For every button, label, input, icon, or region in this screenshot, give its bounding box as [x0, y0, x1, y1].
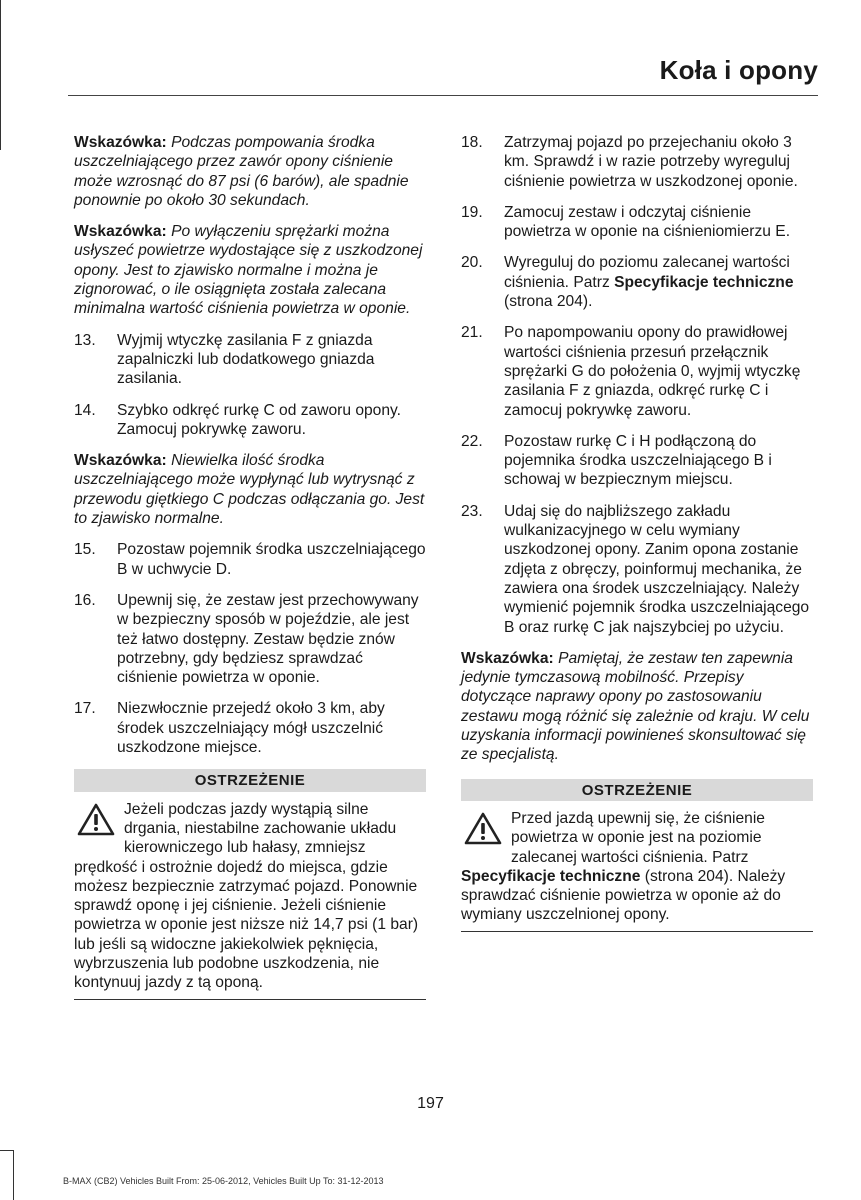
warning-text: Jeżeli podczas jazdy wystąpią silne drgania, niestabilne zachowanie układu kierowniczego lub hałasy, zmniejsz prędkość i ostrożnie dojedź do miejsca, gdzie możesz bezpiecznie zatrzymać pojazd. Ponownie sprawdź oponę i jej ciśnienie. Jeżeli ciśnienie powietrza w oponie jest niższe niż 14,7 psi (1 bar) lub jeśli są widoczne jakiekolwiek pęknięcia, wybrzuszenia lub podobne uszkodzenia, nie kontynuuj jazdy z tą oponą.	[74, 800, 419, 992]
step-14	[74, 401, 426, 440]
footer-vehicle-info: B-MAX (CB2) Vehicles Built From: 25-06-2012, Vehicles Built Up To: 31-12-2013	[63, 1176, 384, 1186]
crop-mark-top-left	[0, 0, 1, 150]
step-text	[504, 253, 813, 311]
warning-bottom-rule	[74, 999, 426, 1000]
left-column	[74, 133, 426, 1000]
step-16	[74, 591, 426, 687]
note-text: Po wyłączeniu sprężarki można usłyszeć powietrze wydostające się z uszkodzonej opony. Jest to zjawisko normalne i można je zignorować, o ile osiągnięta została zalecana minimalna wartość ciśnienia powietrza w oponie.	[74, 223, 423, 318]
step-19	[461, 203, 813, 242]
step-number: 19.	[461, 203, 483, 221]
step-number: 23.	[461, 502, 483, 520]
page-title: Koła i opony	[659, 55, 818, 85]
warning-triangle-icon	[76, 802, 116, 838]
crop-mark-bottom-left	[13, 1150, 14, 1200]
step-20	[461, 253, 813, 311]
step-text-part: (strona 204).	[504, 293, 593, 311]
step-number: 21.	[461, 324, 483, 342]
specs-cross-reference[interactable]: Specyfikacje techniczne	[614, 273, 794, 291]
note-paragraph	[74, 222, 426, 318]
step-text: Zatrzymaj pojazd po przejechaniu około 3 km. Sprawdź i w razie potrzeby wyreguluj ciśnienie powietrza w uszkodzonej oponie.	[504, 134, 798, 190]
right-column	[461, 133, 813, 932]
step-text: Niezwłocznie przejedź około 3 km, aby środek uszczelniający mógł uszczelnić uszkodzone miejsce.	[117, 700, 385, 757]
warning-box	[461, 779, 813, 932]
step-text: Pozostaw rurkę C i H podłączoną do pojemnika środka uszczelniającego B i schowaj w bezpiecznym miejscu.	[504, 432, 772, 489]
page-number: 197	[417, 1095, 444, 1112]
warning-heading: OSTRZEŻENIE	[461, 779, 813, 801]
step-number: 15.	[74, 541, 96, 559]
step-text: Zamocuj zestaw i odczytaj ciśnienie powietrza w oponie na ciśnieniomierzu E.	[504, 203, 791, 241]
note-label: Wskazówka:	[461, 649, 554, 667]
step-number: 20.	[461, 254, 483, 272]
step-17	[74, 699, 426, 757]
step-number: 18.	[461, 134, 483, 151]
note-paragraph	[74, 133, 426, 210]
step-15	[74, 540, 426, 579]
step-number: 17.	[74, 700, 96, 718]
step-18	[461, 133, 813, 191]
warning-body	[461, 809, 813, 925]
warning-text-part: Przed jazdą upewnij się, że ciśnienie powietrza w oponie jest na poziomie zalecanej wartości ciśnienia. Patrz	[511, 809, 765, 866]
note-paragraph	[461, 649, 813, 765]
step-22	[461, 432, 813, 490]
note-text: Pamiętaj, że zestaw ten zapewnia jedynie tymczasową mobilność. Przepisy dotyczące naprawy opony po zastosowaniu zestawu mogą różnić się zależnie od kraju. W celu uzyskania informacji powinieneś skonsultować się ze specjalistą.	[461, 649, 810, 764]
step-number: 13.	[74, 331, 96, 349]
note-label: Wskazówka:	[74, 134, 167, 151]
warning-heading: OSTRZEŻENIE	[74, 769, 426, 791]
title-divider	[68, 95, 818, 96]
step-text: Pozostaw pojemnik środka uszczelniającego B w uchwycie D.	[117, 541, 426, 578]
step-number: 22.	[461, 432, 483, 450]
specs-cross-reference[interactable]: Specyfikacje techniczne	[461, 867, 641, 885]
step-text-part: Wyreguluj do poziomu zalecanej wartości ciśnienia. Patrz	[504, 254, 790, 291]
warning-triangle-icon	[463, 811, 503, 847]
step-21	[461, 323, 813, 419]
step-text: Szybko odkręć rurkę C od zaworu opony. Zamocuj pokrywkę zaworu.	[117, 401, 401, 438]
step-text: Wyjmij wtyczkę zasilania F z gniazda zapalniczki lub dodatkowego gniazda zasilania.	[117, 331, 375, 388]
note-paragraph	[74, 451, 426, 528]
note-label: Wskazówka:	[74, 223, 167, 241]
warning-box	[74, 769, 426, 999]
step-13	[74, 331, 426, 389]
warning-bottom-rule	[461, 931, 813, 932]
step-number: 16.	[74, 591, 96, 609]
step-23	[461, 502, 813, 637]
warning-text-part: (strona 204). Należy sprawdzać ciśnienie powietrza w oponie aż do wymiany uszczelnionej opony.	[461, 867, 786, 924]
step-text: Upewnij się, że zestaw jest przechowywany w bezpieczny sposób w pojeździe, ale jest też łatwo dostępny. Zestaw będzie znów potrzebny, gdy będziesz sprawdzać ciśnienie powietrza w oponie.	[117, 591, 419, 687]
step-text: Po napompowaniu opony do prawidłowej wartości ciśnienia przesuń przełącznik sprężarki G do położenia 0, wyjmij wtyczkę zasilania F z gniazda, odkręć rurkę C i zamocuj pokrywkę zaworu.	[504, 324, 801, 419]
note-text: Niewielka ilość środka uszczelniającego może wypłynąć lub wytrysnąć z przewodu giętkiego C podczas odłączania go. Jest to zjawisko normalne.	[74, 452, 425, 528]
note-label: Wskazówka:	[74, 452, 167, 470]
note-text: Podczas pompowania środka uszczelniającego przez zawór opony ciśnienie może wzrosnąć do 87 psi (6 barów), ale spadnie ponownie po około 30 sekundach.	[74, 134, 409, 209]
step-text: Udaj się do najbliższego zakładu wulkanizacyjnego w celu wymiany uszkodzonej opony. Zanim opona zostanie zdjęta z obręczy, poinformuj mechanika, że zawiera ona środek uszczelniający. Należy wymienić pojemnik środka uszczelniającego B oraz rurkę C jak najszybciej po użyciu.	[504, 502, 810, 636]
step-number: 14.	[74, 401, 96, 419]
crop-mark-bottom-left-h	[0, 1150, 13, 1151]
warning-body	[74, 800, 426, 993]
